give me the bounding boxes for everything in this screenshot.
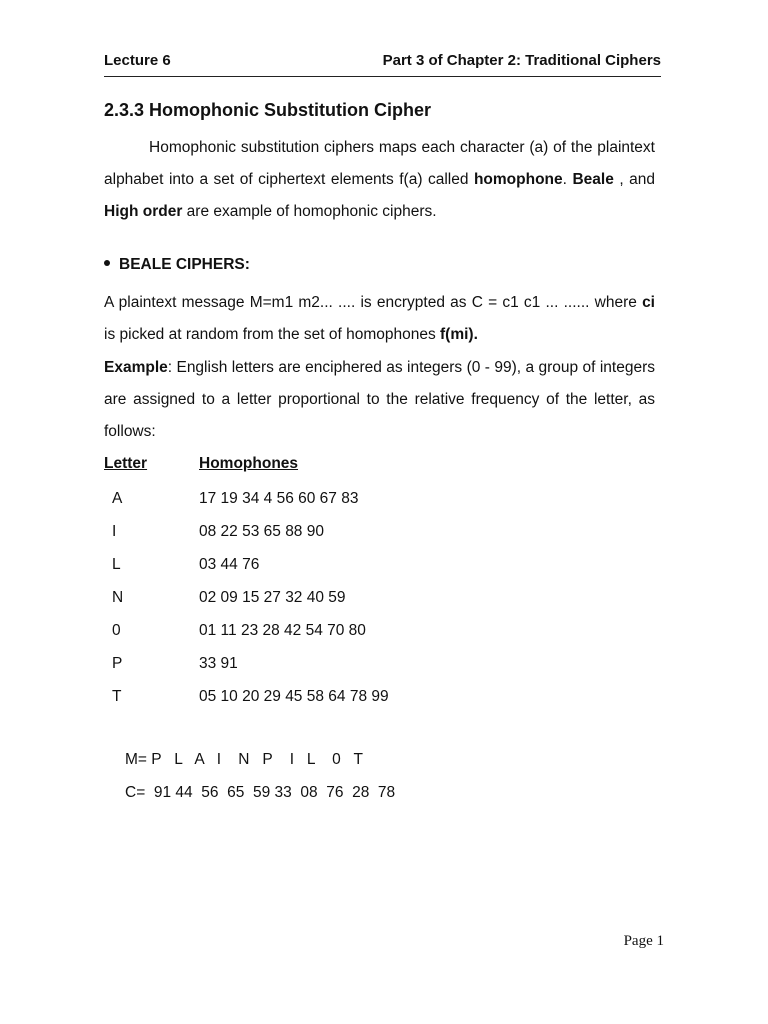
plaintext-line: M= P L A I N P I L 0 T (125, 751, 363, 768)
intro-paragraph (104, 132, 655, 228)
beale-heading (104, 256, 250, 274)
page-number: Page 1 (623, 933, 664, 949)
header-chapter: Part 3 of Chapter 2: Traditional Ciphers (382, 52, 661, 69)
beale-text-1: A plaintext message M=m1 m2... .... is encrypted as C = c1 c1 ... ...... where (104, 294, 643, 311)
header-lecture: Lecture 6 (104, 52, 171, 69)
bullet-icon (104, 260, 110, 266)
row-letter: P (112, 655, 123, 672)
row-letter: 0 (112, 622, 121, 639)
header-rule (104, 76, 661, 77)
example-text: : English letters are enciphered as integers (0 - 99), a group of integers are assigned to a letter proportional to the relative frequency of the letter, as follows: (104, 359, 655, 440)
section-title: 2.3.3 Homophonic Substitution Cipher (104, 100, 432, 120)
row-homophones: 02 09 15 27 32 40 59 (199, 589, 346, 606)
row-letter: N (112, 589, 124, 606)
intro-text-3: , and (613, 171, 655, 188)
row-homophones: 33 91 (199, 655, 238, 672)
row-homophones: 17 19 34 4 56 60 67 83 (199, 490, 359, 507)
intro-bold-high-order: High order (104, 203, 183, 220)
beale-heading-text: BEALE CIPHERS: (119, 256, 250, 273)
intro-text-2: . (562, 171, 573, 188)
intro-text-4: are example of homophonic ciphers. (182, 203, 437, 220)
row-homophones: 01 11 23 28 42 54 70 80 (199, 622, 366, 639)
beale-bold-ci: ci (642, 294, 655, 311)
beale-paragraph (104, 287, 655, 351)
page-header (104, 52, 661, 76)
intro-text-1: Homophonic substitution ciphers maps each character (a) of the plaintext alphabet into a set of ciphertext elements f(a) called (104, 139, 655, 188)
row-letter: I (112, 523, 117, 540)
beale-bold-fmi: f(mi). (440, 326, 478, 343)
example-label: Example (104, 359, 168, 376)
beale-text-2: is picked at random from the set of homophones (104, 326, 441, 343)
row-letter: T (112, 688, 122, 705)
intro-bold-homophone: homophone (473, 171, 563, 188)
example-paragraph (104, 352, 655, 448)
ciphertext-line: C= 91 44 56 65 59 33 08 76 28 78 (125, 784, 396, 801)
row-homophones: 05 10 20 29 45 58 64 78 99 (199, 688, 389, 705)
table-header-letter: Letter (104, 455, 148, 472)
row-letter: L (112, 556, 121, 573)
row-homophones: 08 22 53 65 88 90 (199, 523, 324, 540)
table-header-homophones: Homophones (199, 455, 299, 472)
row-homophones: 03 44 76 (199, 556, 260, 573)
intro-bold-beale: Beale (572, 171, 614, 188)
row-letter: A (112, 490, 123, 507)
